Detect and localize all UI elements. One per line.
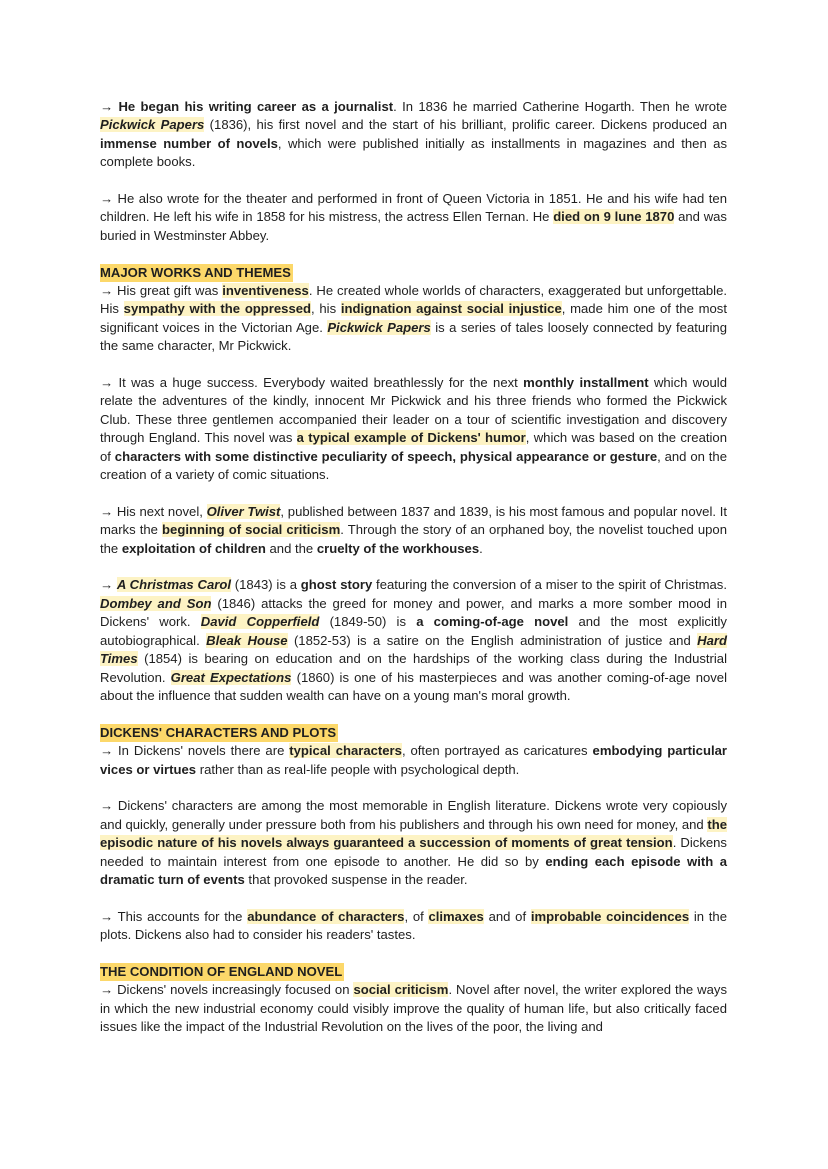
text-run: → In Dickens' novels there are — [100, 743, 290, 759]
text-run: , often portrayed as caricatures — [401, 743, 593, 759]
highlighted-phrase: inventiveness — [222, 283, 309, 299]
text-run: (1846) attacks the greed for money and power, and marks a more somber mood in Dickens' work. — [100, 595, 727, 630]
bold-phrase: monthly installment — [523, 375, 649, 391]
bold-phrase: He began his writing career as a journalist — [118, 99, 394, 114]
text-run: (1843) is a — [230, 577, 301, 593]
bold-phrase: a coming-of-age novel — [416, 614, 569, 630]
bold-phrase: cruelty of the workhouses — [316, 540, 480, 556]
section-block — [100, 264, 727, 356]
body-paragraph — [100, 908, 727, 945]
highlighted-phrase: beginning of social criticism — [162, 522, 341, 538]
body-paragraph — [100, 981, 727, 1036]
body-paragraph — [100, 797, 727, 889]
text-run: → His next novel, — [100, 503, 207, 519]
text-run: , which was based on the creation of — [100, 430, 727, 464]
text-run: , published between 1837 and 1839, is his most famous and popular novel. It marks the — [100, 503, 727, 538]
text-run: . — [479, 540, 483, 556]
paragraph-block — [100, 908, 727, 945]
paragraph-block — [100, 374, 727, 484]
bold-phrase: characters with some distinctive peculiarity of speech, physical appearance or gesture — [114, 448, 658, 464]
paragraph-block — [100, 503, 727, 558]
text-run: (1854) is bearing on education and on the hardships of the working class during the Industrial Revolution. — [100, 651, 727, 685]
text-run: , his — [311, 301, 341, 317]
text-run: → His great gift was — [100, 283, 223, 299]
text-run: , and on the creation of a variety of comic situations. — [100, 448, 727, 483]
work-title: Pickwick Papers — [327, 319, 431, 335]
bold-phrase: immense number of novels — [100, 135, 278, 151]
highlighted-phrase: climaxes — [428, 908, 484, 924]
work-title: Pickwick Papers — [100, 117, 205, 133]
bold-phrase: exploitation of children — [121, 540, 266, 556]
text-run: in the plots. Dickens also had to consider his readers' tastes. — [100, 908, 727, 943]
text-run: → It was a huge success. Everybody waited breathlessly for the next — [100, 375, 524, 391]
text-run: and of — [483, 908, 531, 924]
work-title: Oliver Twist — [206, 503, 281, 519]
work-title: Great Expectations — [170, 669, 292, 685]
body-paragraph — [100, 282, 727, 356]
highlighted-phrase: the episodic nature of his novels always guaranteed a succession of moments of great tension — [100, 816, 727, 851]
text-run: → He also wrote for the theater and performed in front of Queen Victoria in 1851. He and his wife had ten children. He left his wife in 1858 for his mistress, the actress Ellen Ternan. He — [100, 191, 727, 225]
text-run: (1836), his first novel and the start of his brilliant, prolific career. Dickens produced an — [204, 117, 727, 133]
section-heading: DICKENS' CHARACTERS AND PLOTS — [100, 724, 338, 742]
text-run: . Dickens needed to maintain interest from one episode to another. He did so by — [100, 835, 727, 869]
text-run: → — [100, 99, 119, 114]
highlighted-phrase: improbable coincidences — [530, 908, 690, 924]
body-paragraph — [100, 374, 727, 484]
body-paragraph — [100, 190, 727, 245]
highlighted-phrase: indignation against social injustice — [340, 301, 562, 317]
paragraph-block — [100, 797, 727, 889]
work-title: Hard Times — [100, 632, 727, 667]
text-run: and the most explicitly autobiographical. — [100, 614, 727, 648]
highlighted-phrase: sympathy with the oppressed — [123, 301, 312, 317]
highlighted-phrase: a typical example of Dickens' humor — [296, 430, 526, 446]
body-paragraph — [100, 98, 727, 172]
bold-phrase: ending each episode with a dramatic turn of events — [100, 853, 727, 887]
highlighted-phrase: typical characters — [289, 743, 402, 759]
text-run: → Dickens' characters are among the most memorable in English literature. Dickens wrote very copiously and quickly, generally under pressure both from his publishers and through his own need for money, and — [100, 798, 727, 832]
text-run: that provoked suspense in the reader. — [244, 871, 468, 887]
text-run: → Dickens' novels increasingly focused on — [100, 982, 354, 998]
text-run: rather than as real-life people with psychological depth. — [196, 761, 520, 777]
text-run: , of — [404, 908, 429, 924]
text-run: (1852-53) is a satire on the English administration of justice and — [287, 632, 698, 648]
paragraph-block — [100, 576, 727, 705]
body-paragraph — [100, 576, 727, 705]
section-heading: MAJOR WORKS AND THEMES — [100, 264, 293, 282]
text-run: and the — [265, 540, 317, 556]
section-block — [100, 724, 727, 779]
text-run: which would relate the adventures of the kindly, innocent Mr Pickwick and his three friends who formed the Pickwick Club. These three gentlemen accompanied their leader on a tour of scientific investigation and discovery through England. This novel was — [100, 375, 727, 446]
text-run: (1849-50) is — [319, 614, 417, 630]
text-run: , made him one of the most significant voices in the Victorian Age. — [100, 301, 727, 335]
section-heading: THE CONDITION OF ENGLAND NOVEL — [100, 963, 344, 981]
document-page — [100, 98, 727, 1037]
work-title: David Copperfield — [200, 614, 320, 630]
text-run: → This accounts for the — [100, 908, 248, 924]
body-paragraph — [100, 742, 727, 779]
text-run: , which were published initially as installments in magazines and then as complete books. — [100, 135, 727, 170]
text-run: → — [100, 577, 117, 593]
highlighted-phrase: died on 9 lune 1870 — [553, 209, 675, 225]
body-paragraph — [100, 503, 727, 558]
text-run: . Through the story of an orphaned boy, the novelist touched upon the — [100, 522, 727, 556]
paragraph-block — [100, 190, 727, 245]
section-block — [100, 963, 727, 1037]
work-title: Bleak House — [206, 632, 288, 648]
text-run: is a series of tales loosely connected by featuring the same character, Mr Pickwick. — [100, 319, 728, 354]
text-run: . He created whole worlds of characters, exaggerated but unforgettable. His — [100, 283, 727, 317]
highlighted-phrase: abundance of characters — [247, 908, 405, 924]
work-title: Dombey and Son — [100, 595, 212, 611]
text-run: featuring the conversion of a miser to the spirit of Christmas. — [372, 577, 727, 593]
text-run: . Novel after novel, the writer explored the ways in which the new industrial economy could visibly improve the quality of human life, but also critically faced issues like the impact of the Industrial Revolution on the lives of the poor, the living and — [100, 982, 728, 1035]
work-title: A Christmas Carol — [116, 577, 231, 593]
bold-phrase: embodying particular vices or virtues — [100, 743, 727, 777]
paragraph-block — [100, 98, 727, 172]
bold-phrase: ghost story — [300, 577, 373, 593]
highlighted-phrase: social criticism — [353, 982, 449, 998]
text-run: and was buried in Westminster Abbey. — [100, 209, 727, 243]
text-run: (1860) is one of his masterpieces and was another coming-of-age novel about the influence that sudden wealth can have on a young man's moral growth. — [100, 669, 728, 703]
text-run: . In 1836 he married Catherine Hogarth. Then he wrote — [393, 99, 728, 114]
